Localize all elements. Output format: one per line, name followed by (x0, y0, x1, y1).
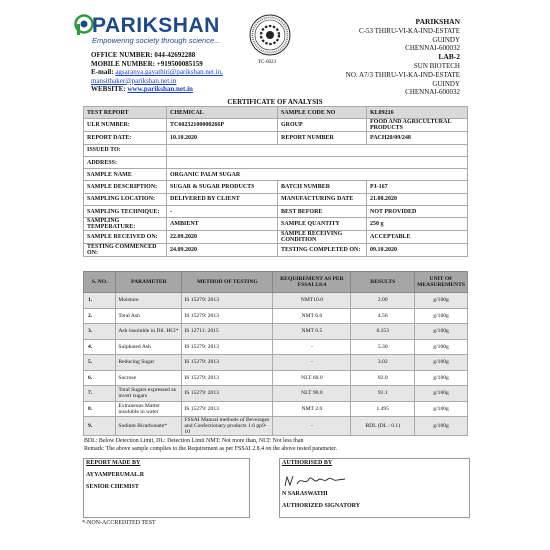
table-row (84, 144, 468, 156)
cell-label: REPORT DATE: (84, 132, 167, 144)
cell-method: IS 15279: 2013 (182, 293, 273, 309)
authorised-by-box (279, 458, 470, 518)
addr-line: NO. A7/3 THIRU-VI-KA-IND-ESTATE (345, 70, 460, 79)
cell-sn: 5. (84, 355, 116, 371)
table-row (84, 156, 468, 168)
column-header: RESULTS (351, 272, 415, 293)
cell-value: CHEMICAL (167, 107, 278, 119)
cell-result: 91.1 (351, 386, 415, 402)
cell-unit: g/100g (415, 401, 468, 417)
remarks (84, 437, 337, 453)
cell-label: SAMPLING TEMPERATURE: (84, 218, 167, 231)
brand-name: PARIKSHAN (92, 14, 220, 37)
cell-value (167, 144, 468, 156)
table-row (84, 181, 468, 193)
cell-parameter: Ash insoluble in Dil. HCl* (116, 324, 182, 340)
table-row (84, 107, 468, 119)
cell-requirement: - (273, 355, 351, 371)
cell-unit: g/100g (415, 370, 468, 386)
office-label: OFFICE NUMBER: (91, 51, 153, 59)
cell-sn: 1. (84, 293, 116, 309)
table-row (84, 370, 468, 386)
mobile-number: +919500085159 (156, 59, 203, 68)
table-row (84, 193, 468, 205)
cell-requirement: NMT 6.0 (273, 308, 351, 324)
addr-lab: LAB-2 (438, 52, 460, 62)
cell-parameter: Reducing Sugar (116, 355, 182, 371)
cell-value: 09.10.2020 (367, 244, 468, 257)
cell-label: SAMPLE DESCRIPTION: (84, 181, 167, 193)
cell-result: 5.30 (351, 339, 415, 355)
email-link-2[interactable]: mansithaker@parikshan.net.in (91, 76, 177, 85)
addr-line: SUN BIOTECH (413, 61, 460, 70)
brand-tagline: Empowering society through science... (92, 36, 221, 45)
contact-block (91, 51, 223, 94)
table-header-row (84, 272, 468, 293)
accreditation-cert-no: TC-6023 (258, 60, 277, 65)
cell-label: TESTING COMPLETED ON: (278, 244, 367, 257)
addr-line: GUINDY (432, 35, 460, 44)
cell-value: TC60232100000266P (167, 119, 278, 132)
cell-requirement: - (273, 339, 351, 355)
cell-result: 4.56 (351, 308, 415, 324)
cell-label: SAMPLE QUANTITY (278, 218, 367, 231)
footnote: *-NON-ACCREDITED TEST (82, 520, 156, 526)
cell-method: IS 15279: 2013 (182, 370, 273, 386)
authorised-by-heading: AUTHORISED BY (282, 460, 333, 466)
cell-result: 2.00 (351, 293, 415, 309)
cell-unit: g/100g (415, 293, 468, 309)
table-row (84, 386, 468, 402)
column-header: UNIT OF MEASUREMENTS (415, 272, 468, 293)
cell-requirement: NMT 2.0 (273, 401, 351, 417)
cell-value: 250 g (367, 218, 468, 231)
email-label: E-mail: (91, 68, 114, 77)
cell-sn: 6. (84, 370, 116, 386)
cell-label: BATCH NUMBER (278, 181, 367, 193)
cell-label: SAMPLE RECEIVING CONDITION (278, 231, 367, 244)
addr-company: PARIKSHAN (415, 17, 460, 26)
cell-requirement: NLT 60.0 (273, 370, 351, 386)
report-info-table (83, 106, 468, 257)
mobile-label: MOBILE NUMBER: (91, 59, 155, 68)
parikshan-logo-icon (74, 14, 94, 36)
cell-sn: 9. (84, 417, 116, 436)
test-results-table (83, 271, 468, 436)
table-row (84, 231, 468, 244)
authorised-by-name: N SARASWATHI (282, 491, 328, 497)
cell-sn: 8. (84, 401, 116, 417)
cell-value: PACH20/09/248 (367, 132, 468, 144)
cell-result: 0.153 (351, 324, 415, 340)
cell-label: SAMPLE NAME (84, 169, 167, 181)
cell-method: IS 15279: 2013 (182, 308, 273, 324)
cell-label: SAMPLE RECEIVED ON: (84, 231, 167, 244)
cell-requirement: NMT10.0 (273, 293, 351, 309)
table-row (84, 339, 468, 355)
cell-value: 10.10.2020 (167, 132, 278, 144)
cell-result: BDL (DL : 0.1) (351, 417, 415, 436)
cell-value: - (167, 206, 278, 218)
website-link[interactable]: www.parikshan.net.in (127, 85, 193, 94)
cell-label: TESTING COMMENCED ON: (84, 244, 167, 257)
table-row (84, 218, 468, 231)
table-row (84, 401, 468, 417)
cell-method: IS 15279: 2013 (182, 339, 273, 355)
cell-label: MANUFACTURING DATE (278, 193, 367, 205)
cell-value: 21.08.2020 (367, 193, 468, 205)
cell-unit: g/100g (415, 339, 468, 355)
cell-parameter: Sucrose (116, 370, 182, 386)
cell-parameter: Sulphated Ash (116, 339, 182, 355)
cell-requirement: NLT 90.0 (273, 386, 351, 402)
cell-value (167, 156, 468, 168)
cell-sn: 4. (84, 339, 116, 355)
cell-label: ULR NUMBER: (84, 119, 167, 132)
report-made-by-heading: REPORT MADE BY (86, 460, 141, 466)
cell-unit: g/100g (415, 417, 468, 436)
cell-value: 22.09.2020 (167, 231, 278, 244)
cell-parameter: Moisture (116, 293, 182, 309)
cell-result: 3.02 (351, 355, 415, 371)
cell-result: 1.495 (351, 401, 415, 417)
cell-unit: g/100g (415, 308, 468, 324)
cell-value: PJ-167 (367, 181, 468, 193)
cell-method: IS 15279: 2013 (182, 401, 273, 417)
addr-line: CHENNAI-600032 (405, 88, 460, 97)
cell-label: SAMPLING TECHNIQUE: (84, 206, 167, 218)
cell-unit: g/100g (415, 355, 468, 371)
column-header: REQUIREMENT AS PER FSSAI 2.8.4 (273, 272, 351, 293)
email-link-1[interactable]: agsaranya.gayathiri@parikshan.net.in, (115, 68, 223, 77)
cell-unit: g/100g (415, 386, 468, 402)
website-label: WEBSITE: (91, 85, 126, 94)
cell-sn: 2. (84, 308, 116, 324)
report-made-by-role: SENIOR CHEMIST (86, 484, 139, 490)
table-row (84, 417, 468, 436)
cell-value: NOT PROVIDED (367, 206, 468, 218)
cell-value: SUGAR & SUGAR PRODUCTS (167, 181, 278, 193)
column-header: METHOD OF TESTING (182, 272, 273, 293)
cell-unit: g/100g (415, 324, 468, 340)
cell-parameter: Total Ash (116, 308, 182, 324)
cell-parameter: Total Sugars expressed as invert sugars (116, 386, 182, 402)
table-row (84, 324, 468, 340)
report-made-by-box (83, 458, 250, 518)
lab-address (260, 18, 460, 97)
cell-sn: 3. (84, 324, 116, 340)
table-row (84, 308, 468, 324)
cell-value: 24.09.2020 (167, 244, 278, 257)
table-row (84, 206, 468, 218)
cell-method: IS 12711: 2015 (182, 324, 273, 340)
cell-value: AMBIENT (167, 218, 278, 231)
authorised-by-role: AUTHORIZED SIGNATORY (282, 503, 361, 509)
signature-icon (281, 470, 361, 490)
addr-line: C-53 THIRU-VI-KA-IND-ESTATE (359, 26, 460, 35)
remark-line: Remark: The above sample complies to the Requirement as per FSSAI 2.8.4 on the above tested parameter. (84, 446, 337, 452)
certificate-title: CERTIFICATE OF ANALYSIS (227, 98, 323, 106)
office-number: 044-42692288 (154, 51, 196, 59)
cell-method: FSSAI Manual methods of Beverages and Confectionary products 1.6 pp9-10 (182, 417, 273, 436)
cell-method: IS 15279: 2013 (182, 386, 273, 402)
table-row (84, 293, 468, 309)
cell-parameter: Sodium Bicarbonate* (116, 417, 182, 436)
cell-label: SAMPLING LOCATION: (84, 193, 167, 205)
cell-result: 82.0 (351, 370, 415, 386)
cell-label: ISSUED TO: (84, 144, 167, 156)
cell-method: IS 15279: 2013 (182, 355, 273, 371)
table-row (84, 132, 468, 144)
cell-value: ACCEPTABLE (367, 231, 468, 244)
cell-value: FOOD AND AGRICULTURAL PRODUCTS (367, 119, 468, 132)
cell-value: KL09216 (367, 107, 468, 119)
cell-value: DELIVERED BY CLIENT (167, 193, 278, 205)
cell-label: SAMPLE CODE NO (278, 107, 367, 119)
cell-label: ADDRESS: (84, 156, 167, 168)
cell-requirement: - (273, 417, 351, 436)
cell-value: ORGANIC PALM SUGAR (167, 169, 468, 181)
table-row (84, 119, 468, 132)
table-row (84, 244, 468, 257)
report-made-by-name: AYYAMPERUMAL.R (86, 472, 145, 478)
cell-label: BEST BEFORE (278, 206, 367, 218)
cell-sn: 7. (84, 386, 116, 402)
cell-requirement: NMT 0.5 (273, 324, 351, 340)
column-header: PARAMETER (116, 272, 182, 293)
column-header: S. NO. (84, 272, 116, 293)
addr-line: GUINDY (432, 79, 460, 88)
remark-line: BDL: Below Detection Limit, DL: Detection Limit NMT: Not more than, NLT: Not less than (84, 438, 304, 444)
cell-label: REPORT NUMBER (278, 132, 367, 144)
cell-label: GROUP (278, 119, 367, 132)
addr-line: CHENNAI-600032 (405, 44, 460, 53)
cell-parameter: Extraneous Matter insoluble in water (116, 401, 182, 417)
table-row (84, 355, 468, 371)
cell-label: TEST REPORT (84, 107, 167, 119)
table-row (84, 169, 468, 181)
